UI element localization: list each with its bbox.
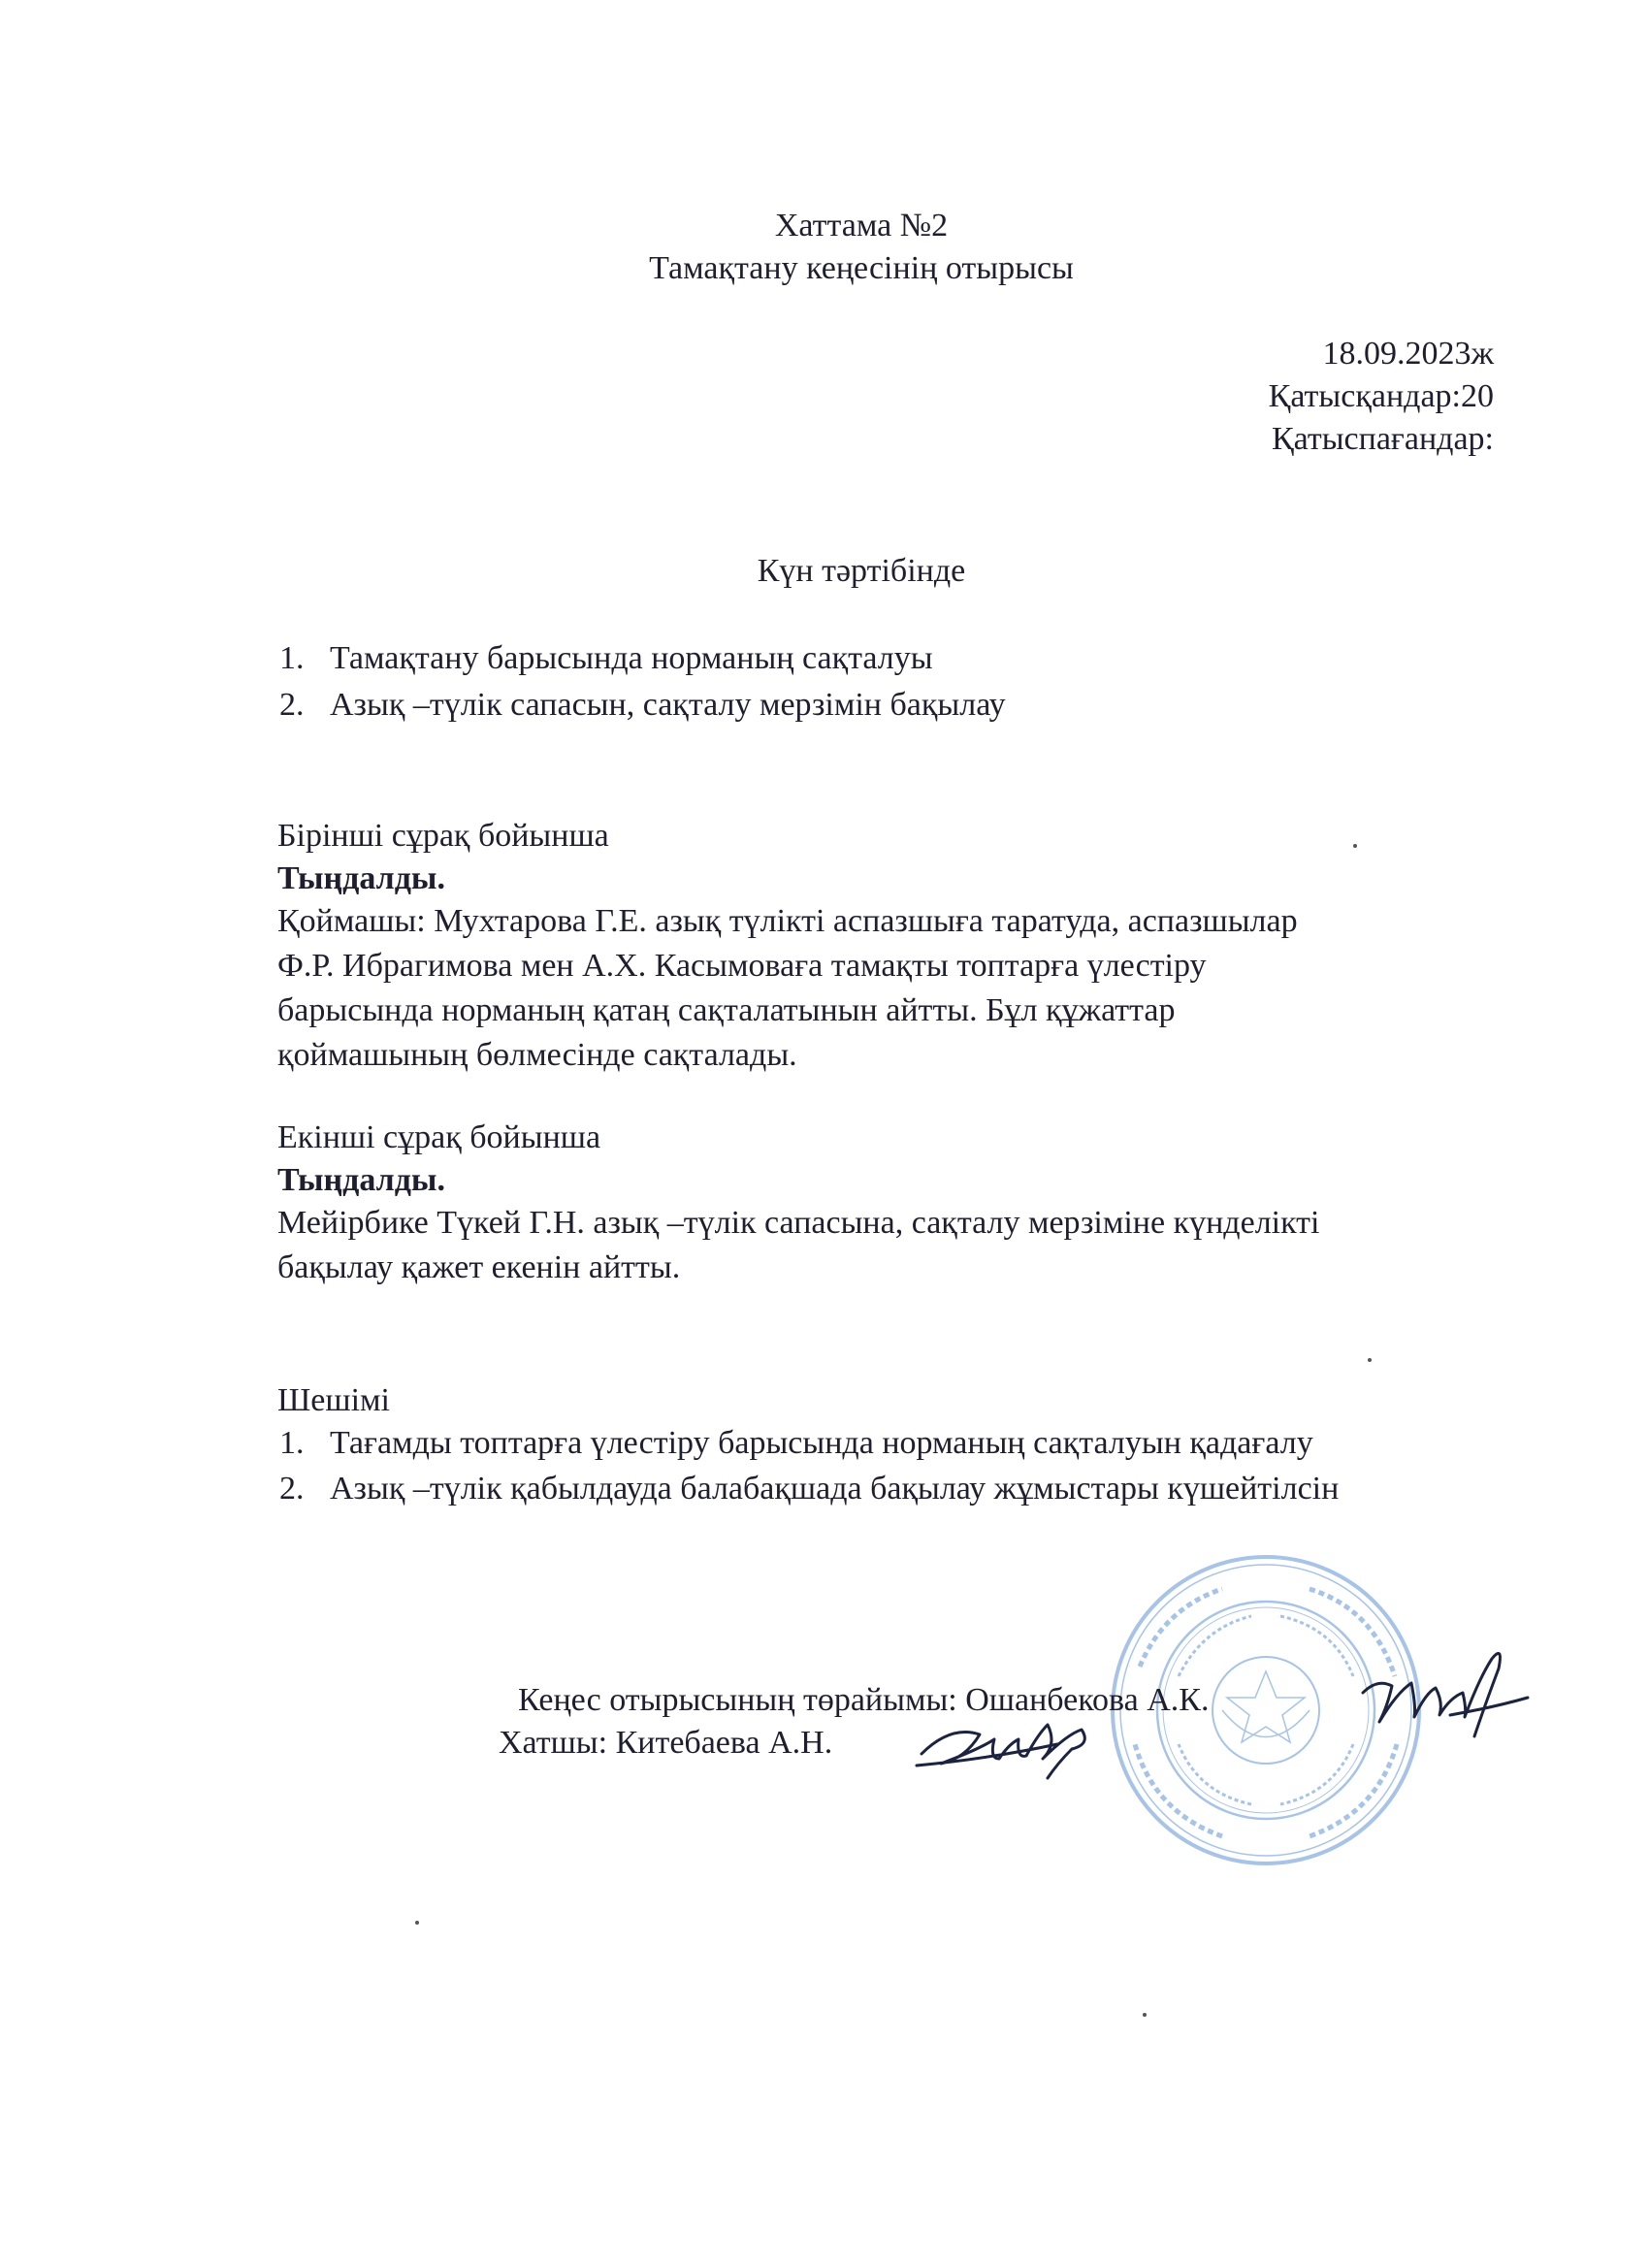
question2-line: Мейірбике Түкей Г.Н. азық –түлік сапасына, сақталу мерзіміне күнделікті: [277, 1205, 1320, 1241]
agenda-item: [279, 639, 933, 678]
scan-speck: [415, 1921, 419, 1925]
decision-heading: Шешімі: [277, 1382, 390, 1418]
scan-speck: [1143, 2013, 1147, 2017]
question2-listened: Тыңдалды.: [277, 1162, 445, 1198]
document-title: Хаттама №2: [774, 208, 949, 243]
chair-handwritten-signature: [1358, 1639, 1533, 1746]
scan-speck: [1368, 1358, 1372, 1362]
question1-heading: Бірінші сұрақ бойынша: [277, 818, 609, 854]
chair-signature-line: Кеңес отырысының төрайымы: Ошанбекова А.К.: [518, 1682, 1210, 1718]
question2-heading: Екінші сұрақ бойынша: [277, 1119, 601, 1155]
question1-listened: Тыңдалды.: [277, 860, 445, 896]
agenda-item-text: Азық –түлік сапасын, сақталу мерзімін бақылау: [330, 687, 1006, 723]
question1-line: қоймашының бөлмесінде сақталады.: [277, 1037, 797, 1073]
agenda-item-number: 2.: [279, 687, 305, 723]
secretary-signature-line: Хатшы: Китебаева А.Н.: [499, 1725, 833, 1761]
decision-item-number: 1.: [279, 1425, 305, 1461]
question1-line: Қоймашы: Мухтарова Г.Е. азық түлікті аспазшыға таратуда, аспазшылар: [277, 903, 1298, 939]
question2-line: бақылау қажет екенін айтты.: [277, 1249, 681, 1285]
question1-line: Ф.Р. Ибрагимова мен А.Х. Касымоваға тамақты топтарға үлестіру: [277, 948, 1207, 984]
agenda-item: [279, 686, 1006, 725]
present-count: Қатысқандар:20: [1268, 378, 1494, 414]
meeting-date: 18.09.2023ж: [1322, 336, 1494, 372]
decision-item-text: Тағамды топтарға үлестіру барысында норманың сақталуын қадағалу: [330, 1425, 1313, 1461]
agenda-heading: Күн тәртібінде: [757, 553, 966, 589]
decision-item-number: 2.: [279, 1471, 305, 1507]
agenda-item-number: 1.: [279, 640, 305, 676]
absent-count: Қатыспағандар:: [1271, 421, 1494, 457]
scan-speck: [1353, 844, 1357, 848]
decision-item-text: Азық –түлік қабылдауда балабақшада бақылау жұмыстары күшейтілсін: [330, 1471, 1340, 1507]
document-subtitle: Тамақтану кеңесінің отырысы: [649, 250, 1074, 286]
secretary-handwritten-signature: [912, 1705, 1106, 1783]
decision-item: [279, 1424, 1313, 1463]
decision-item: [279, 1470, 1339, 1508]
agenda-item-text: Тамақтану барысында норманың сақталуы: [330, 640, 933, 676]
question1-line: барысында норманың қатаң сақталатынын айтты. Бұл құжаттар: [277, 992, 1176, 1028]
